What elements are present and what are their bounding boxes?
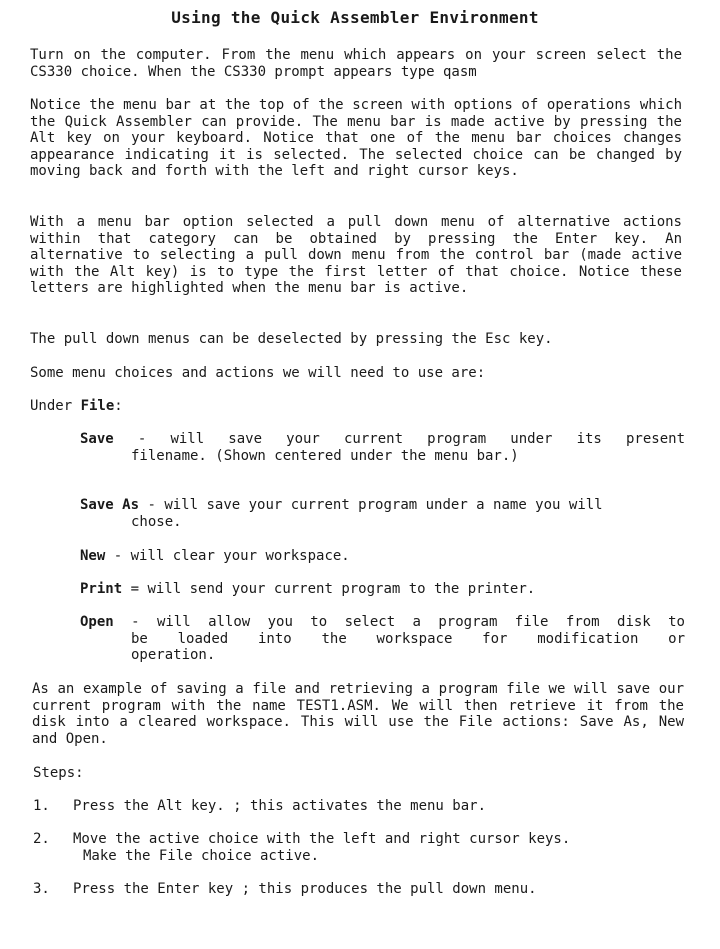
step-1 [33, 798, 688, 815]
new-term: New [80, 548, 106, 564]
open-line-1 [80, 614, 685, 631]
save-as-line-1 [80, 497, 690, 514]
under-file-suffix: : [114, 398, 123, 414]
save-term: Save [80, 431, 114, 447]
open-description-line-3: operation. [131, 647, 216, 664]
save-description: will save your current program under its present [170, 431, 685, 447]
menu-bar-paragraph: Notice the menu bar at the top of the screen with options of operations which the Quick Assembler can provide. The menu bar is made active by pressing the Alt key on your keyboard. Notice that one of the menu bar choices changes appearance indicating it is selected. The selected choice can be changed by moving back and forth with the left and right cursor keys. [30, 97, 682, 180]
print-description: will send your current program to the printer. [147, 581, 536, 597]
pull-down-paragraph: With a menu bar option selected a pull down menu of alternative actions within that category can be obtained by pressing the Enter key. An alternative to selecting a pull down menu from the control bar (made active with the Alt key) is to type the first letter of that choice. Notice these letters are highlighted when the menu bar is active. [30, 214, 682, 297]
intro-paragraph: Turn on the computer. From the menu which appears on your screen select the CS330 choice. When the CS330 prompt appears type qasm [30, 47, 682, 80]
save-separator: - [113, 431, 171, 447]
file-action-print [80, 581, 685, 598]
open-term: Open [80, 614, 114, 630]
step-1-number: 1. [33, 798, 50, 814]
new-description: will clear your workspace. [130, 548, 350, 564]
open-description-line-2: be loaded into the workspace for modification or [131, 630, 685, 647]
step-3 [33, 881, 688, 898]
menu-choices-intro: Some menu choices and actions we will need to use are: [30, 365, 486, 381]
file-action-save [80, 431, 685, 464]
file-action-save-as [80, 497, 690, 530]
under-file-prefix: Under [30, 398, 81, 414]
step-3-text: Press the Enter key ; this produces the pull down menu. [73, 881, 537, 897]
save-description-continued: filename. (Shown centered under the menu bar.) [131, 447, 519, 464]
example-paragraph: As an example of saving a file and retrieving a program file we will save our current program with the name TEST1.ASM. We will then retrieve it from the disk into a cleared workspace. This will use the File actions: Save As, New and Open. [32, 681, 684, 747]
step-3-number: 3. [33, 881, 50, 897]
save-as-description-continued: chose. [131, 513, 182, 530]
save-as-description: will save your current program under a name you will [164, 497, 603, 513]
file-action-open [80, 614, 685, 664]
step-2-text: Move the active choice with the left and right cursor keys. [73, 831, 571, 847]
step-2-number: 2. [33, 831, 50, 847]
esc-paragraph: The pull down menus can be deselected by pressing the Esc key. [30, 331, 553, 347]
file-action-new [80, 548, 685, 565]
new-separator: - [105, 548, 131, 564]
file-menu-name: File [80, 398, 115, 414]
save-as-term: Save As [80, 497, 140, 513]
save-as-separator: - [139, 497, 165, 513]
print-term: Print [80, 581, 123, 597]
step-2 [33, 831, 688, 864]
under-file-label [30, 398, 682, 415]
steps-label: Steps: [33, 765, 84, 781]
page-title: Using the Quick Assembler Environment [171, 8, 539, 27]
open-separator: - [113, 614, 157, 630]
open-description: will allow you to select a program file from disk to [156, 614, 685, 630]
save-line-1 [80, 431, 685, 448]
step-2-text-continued: Make the File choice active. [83, 847, 320, 864]
step-1-text: Press the Alt key. ; this activates the menu bar. [73, 798, 487, 814]
print-separator: = [122, 581, 148, 597]
